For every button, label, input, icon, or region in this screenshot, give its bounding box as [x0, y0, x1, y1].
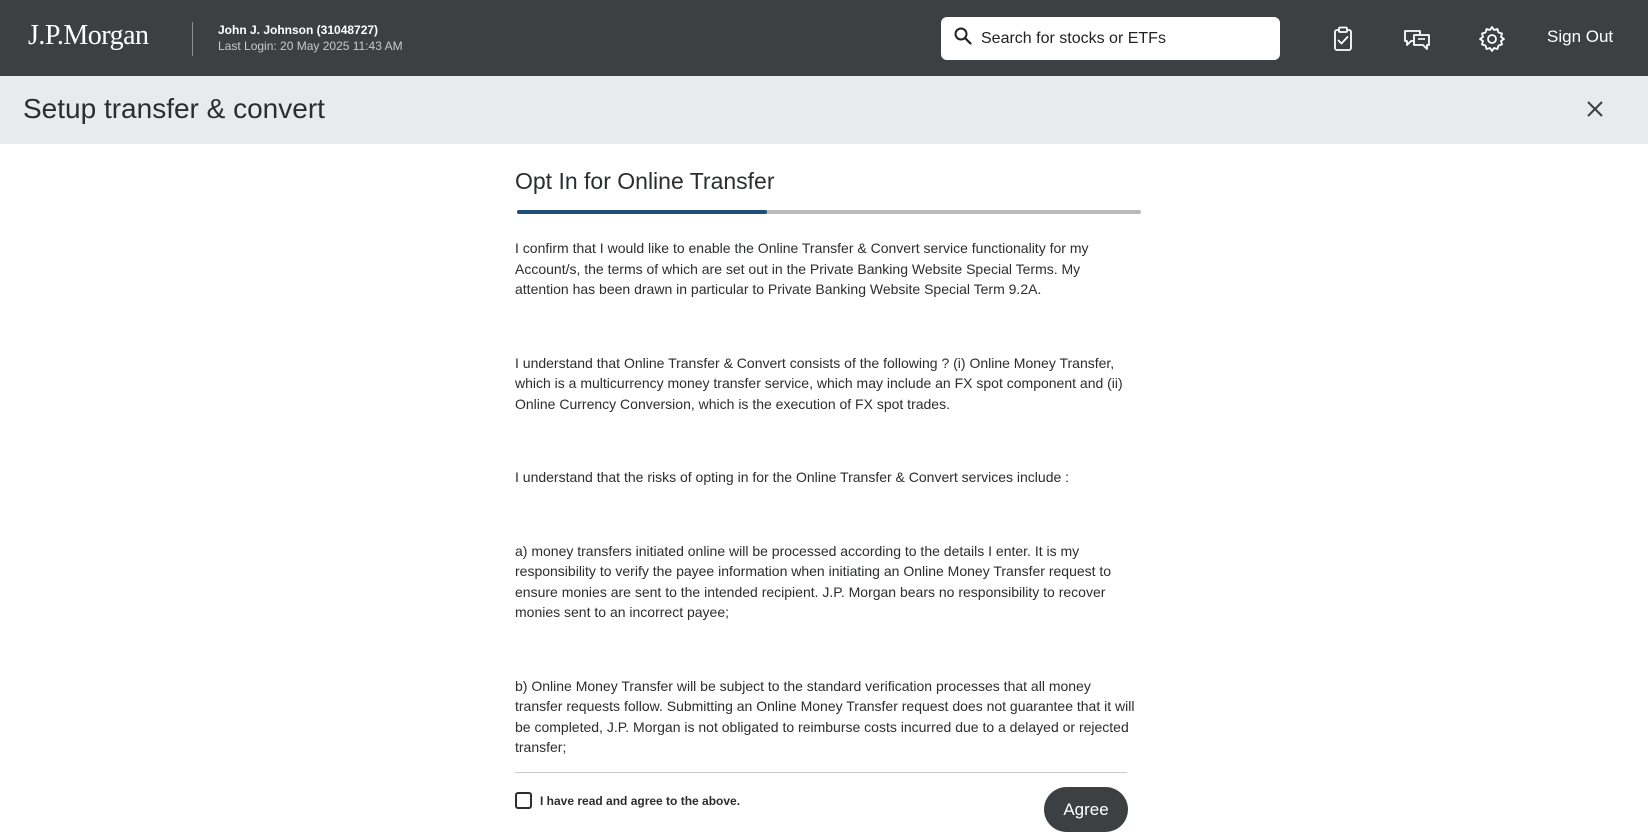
last-login: Last Login: 20 May 2025 11:43 AM: [218, 39, 403, 53]
terms-paragraph: I understand that Online Transfer & Convert consists of the following ? (i) Online Money Transfer, which is a multicurrency money transfer service, which may include an FX spot component and (ii) Online Currency Conversion, which is the execution of FX spot trades.: [515, 354, 1123, 412]
footer-divider: [515, 772, 1127, 773]
clipboard-check-icon[interactable]: [1325, 21, 1361, 57]
page-header: [0, 76, 1648, 144]
agree-button[interactable]: Agree: [1044, 787, 1128, 832]
terms-paragraph: I understand that the risks of opting in for the Online Transfer & Convert services include :: [515, 469, 1070, 485]
jp-morgan-logo[interactable]: J.P.Morgan: [28, 20, 149, 51]
opt-in-title: Opt In for Online Transfer: [515, 168, 775, 194]
step-progress-fill: [517, 210, 767, 214]
agree-checkbox[interactable]: [515, 792, 532, 809]
chat-icon[interactable]: [1399, 21, 1435, 57]
terms-paragraph: I confirm that I would like to enable the Online Transfer & Convert service functionality for my Account/s, the terms of which are set out in the Private Banking Website Special Terms. My attention has been drawn in particular to Private Banking Website Special Term 9.2A.: [515, 240, 1089, 297]
step-progress-bar: [517, 210, 1141, 214]
agree-row: [515, 792, 740, 809]
top-navigation-bar: [0, 0, 1648, 76]
page-title: Setup transfer & convert: [23, 93, 325, 124]
user-info: [218, 22, 403, 54]
search-input[interactable]: [981, 30, 1261, 48]
search-icon: [953, 26, 973, 51]
sign-out-button[interactable]: Sign Out: [1547, 27, 1614, 46]
gear-icon[interactable]: [1474, 21, 1510, 57]
terms-paragraph: a) money transfers initiated online will be processed according to the details I enter. It is my responsibility to verify the payee information when initiating an Online Money Transfer request to ensure monies are sent to the intended recipient. J.P. Morgan bears no responsibility to recover monies sent to an incorrect payee;: [515, 542, 1112, 620]
header-divider: [192, 22, 193, 56]
search-box[interactable]: [941, 17, 1280, 60]
agree-checkbox-label[interactable]: I have read and agree to the above.: [540, 793, 741, 808]
close-icon[interactable]: [1583, 97, 1607, 121]
terms-scroll-area[interactable]: [515, 238, 1135, 773]
terms-paragraph: b) Online Money Transfer will be subject to the standard verification processes that all money transfer requests follow. Submitting an Online Money Transfer request does not guarantee that it will be completed, J.P. Morgan is not obligated to reimburse costs incurred due to a delayed or rejected transfer;: [515, 677, 1135, 755]
user-name: John J. Johnson (31048727): [218, 23, 379, 37]
